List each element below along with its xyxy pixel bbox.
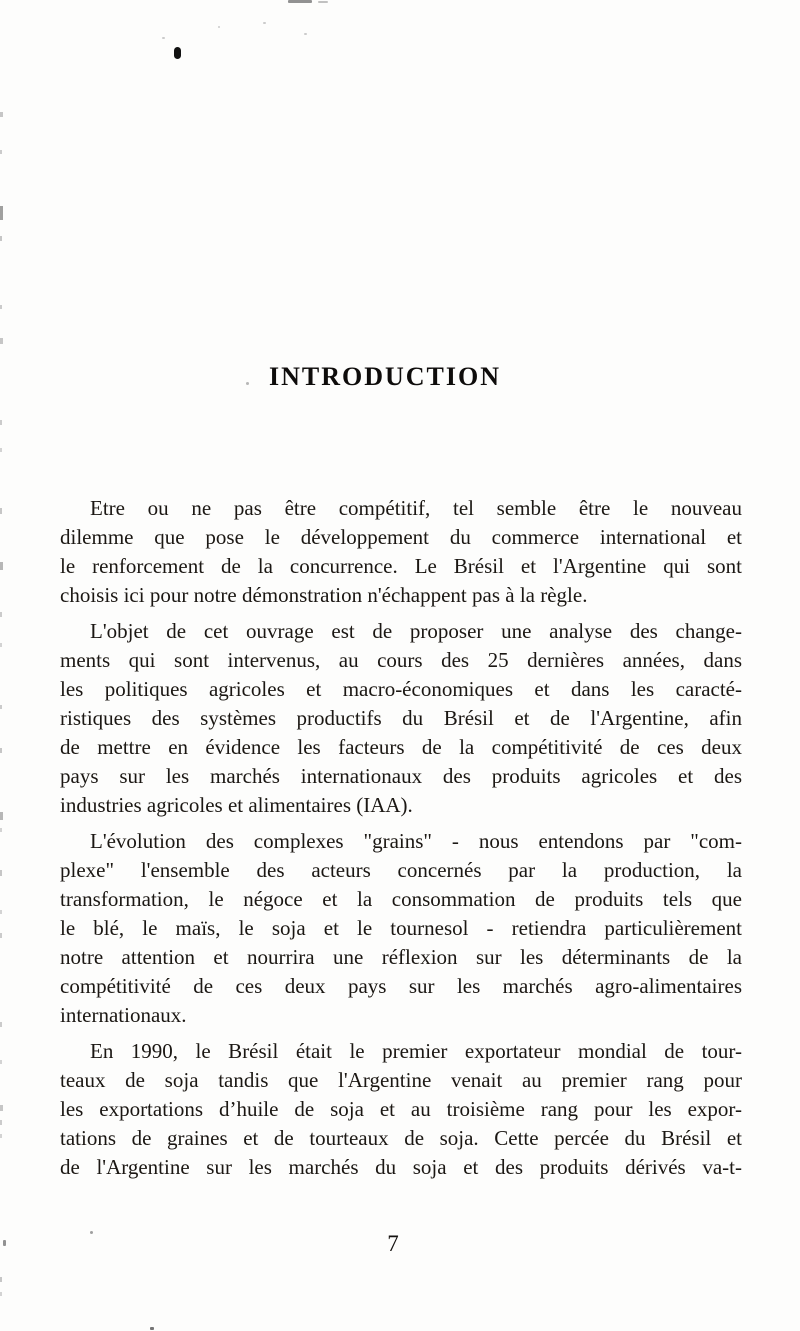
text-line: pays sur les marchés internationaux des produits agricoles et des (60, 764, 742, 788)
left-edge-mark (0, 1292, 2, 1296)
paragraph (60, 1037, 742, 1182)
left-edge-mark (0, 1134, 2, 1138)
ink-blot (174, 47, 181, 59)
left-edge-mark (0, 1277, 2, 1282)
left-edge-mark (0, 562, 3, 570)
text-line: transformation, le négoce et la consommation de produits tels que (60, 887, 742, 911)
left-edge-mark (0, 150, 2, 154)
left-edge-mark (0, 748, 2, 753)
text-line: L'évolution des complexes "grains" - nous entendons par "com- (90, 829, 742, 853)
left-edge-mark (0, 828, 2, 832)
left-edge-mark (0, 812, 3, 820)
text-line: internationaux. (60, 1003, 187, 1027)
text-line: ments qui sont intervenus, au cours des 25 dernières années, dans (60, 648, 742, 672)
left-edge-mark (0, 420, 2, 425)
text-line: Etre ou ne pas être compétitif, tel semble être le nouveau (90, 496, 742, 520)
text-line: le blé, le maïs, le soja et le tournesol - retiendra particulièrement (60, 916, 742, 940)
page-body (60, 494, 742, 1182)
page-title: INTRODUCTION (268, 362, 502, 391)
left-edge-mark (0, 1105, 3, 1111)
top-edge-dash (288, 0, 312, 3)
ink-speck (304, 33, 307, 35)
text-line: de l'Argentine sur les marchés du soja et des produits dérivés va-t- (60, 1155, 742, 1179)
page-number: 7 (387, 1231, 399, 1256)
text-line: industries agricoles et alimentaires (IAA). (60, 793, 413, 817)
text-line: les politiques agricoles et macro-économiques et dans les caracté- (60, 677, 742, 701)
left-edge-mark (0, 206, 3, 220)
left-edge-mark (0, 612, 2, 617)
left-edge-mark (0, 305, 2, 309)
paragraph (60, 827, 742, 1030)
text-line: teaux de soja tandis que l'Argentine venait au premier rang pour (60, 1068, 742, 1092)
text-line: le renforcement de la concurrence. Le Brésil et l'Argentine qui sont (60, 554, 742, 578)
text-line: compétitivité de ces deux pays sur les marchés agro-alimentaires (60, 974, 742, 998)
left-edge-mark (0, 338, 3, 344)
text-line: tations de graines et de tourteaux de soja. Cette percée du Brésil et (60, 1126, 742, 1150)
left-edge-mark (0, 1060, 2, 1064)
ink-speck (263, 22, 266, 24)
left-edge-mark (0, 933, 2, 938)
left-edge-mark (0, 1022, 2, 1027)
left-edge-mark (0, 448, 2, 452)
left-edge-mark (0, 910, 2, 914)
text-line: de mettre en évidence les facteurs de la compétitivité de ces deux (60, 735, 742, 759)
left-edge-mark (0, 643, 2, 647)
left-edge-mark (0, 112, 3, 117)
paragraph (60, 617, 742, 820)
text-line: plexe" l'ensemble des acteurs concernés par la production, la (60, 858, 742, 882)
text-line: ristiques des systèmes productifs du Brésil et de l'Argentine, afin (60, 706, 742, 730)
paragraph (60, 494, 742, 610)
left-edge-mark (0, 236, 2, 241)
ink-speck (162, 37, 165, 39)
text-line: notre attention et nourrira une réflexion sur les déterminants de la (60, 945, 742, 969)
left-edge-mark (0, 1120, 2, 1125)
left-edge-mark (0, 870, 2, 876)
ink-speck (150, 1327, 154, 1330)
text-line: les exportations d’huile de soja et au troisième rang pour les expor- (60, 1097, 742, 1121)
top-edge-dash (318, 1, 328, 3)
text-line: En 1990, le Brésil était le premier exportateur mondial de tour- (90, 1039, 742, 1063)
left-edge-mark (0, 705, 2, 709)
ink-speck (218, 26, 220, 28)
left-edge-mark (0, 508, 2, 514)
text-line: L'objet de cet ouvrage est de proposer une analyse des change- (90, 619, 742, 643)
text-line: dilemme que pose le développement du commerce international et (60, 525, 742, 549)
text-line: choisis ici pour notre démonstration n'échappent pas à la règle. (60, 583, 588, 607)
